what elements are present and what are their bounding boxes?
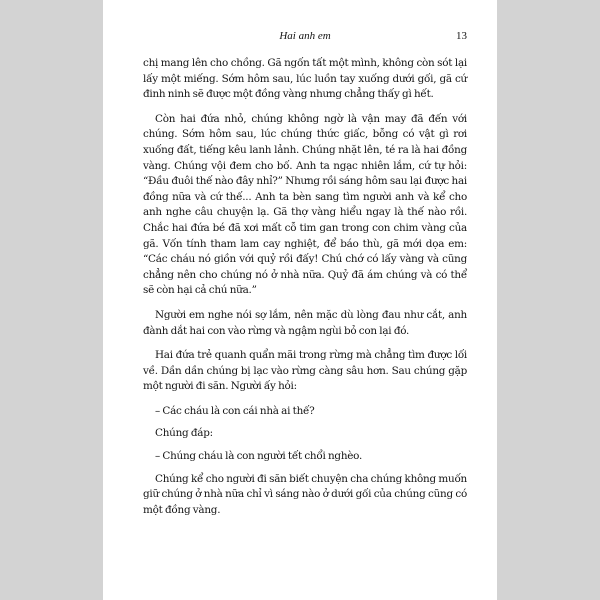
page-number: 13 bbox=[456, 30, 467, 42]
paragraph: chị mang lên cho chồng. Gã ngốn tất một mình, không còn sót lại lấy một miếng. Sớm hôm sau, lúc luồn tay xuống dưới gối, gã cứ đinh ninh sẽ được một đồng vàng nhưng chẳng thấy gì hết. bbox=[143, 57, 467, 101]
paragraph: Hai đứa trẻ quanh quẩn mãi trong rừng mà chẳng tìm được lối về. Dần dần chúng bị lạc vào rừng càng sâu hơn. Sau chúng gặp một người đi săn. Người ấy hỏi: bbox=[143, 349, 467, 393]
dialogue-line: – Chúng cháu là con người tết chổi nghèo. bbox=[155, 450, 363, 463]
paragraph: Chúng kể cho người đi săn biết chuyện cha chúng không muốn giữ chúng ở nhà nữa chỉ vì sáng nào ở dưới gối của chúng cũng có một đồng vàng. bbox=[143, 472, 467, 516]
running-title: Hai anh em bbox=[279, 30, 331, 42]
book-page bbox=[103, 0, 497, 600]
page-body bbox=[143, 56, 467, 518]
paragraph: Còn hai đứa nhỏ, chúng không ngờ là vận may đã đến với chúng. Sớm hôm sau, lúc chúng thức giấc, bỗng có vật gì rơi xuống đất, tiếng kêu lanh lảnh. Chúng nhặt lên, té ra là hai đồng vàng. Chúng vội đem cho bố. Anh ta ngạc nhiên lắm, cứ tự hỏi: “Đầu đuôi thế nào đây nhỉ?” Nhưng rồi sáng hôm sau lại được hai đồng nữa và cứ thế... Anh ta bèn sang tìm người anh và kể cho anh nghe câu chuyện lạ. Gã thợ vàng hiểu ngay là thế nào rồi. Chắc hai đứa bé đã xơi mất cỗ tim gan trong con chim vàng của gã. Vốn tính tham lam cay nghiệt, để báo thù, gã mới dọa em: “Các cháu nó giồn với quỷ rồi đấy! Chú chớ có lấy vàng và cũng chẳng nên cho chúng nó ở nhà nữa. Quỷ đã ám chúng và có thể sẽ còn hại cả chú nữa.” bbox=[143, 112, 467, 297]
paragraph: Người em nghe nói sợ lắm, nên mặc dù lòng đau như cắt, anh đành dắt hai con vào rừng và ngậm ngùi bỏ con lại đó. bbox=[143, 308, 467, 337]
dialogue-line: Chúng đáp: bbox=[155, 427, 213, 440]
page-header bbox=[143, 30, 467, 48]
dialogue-line: – Các cháu là con cái nhà ai thế? bbox=[155, 404, 315, 417]
